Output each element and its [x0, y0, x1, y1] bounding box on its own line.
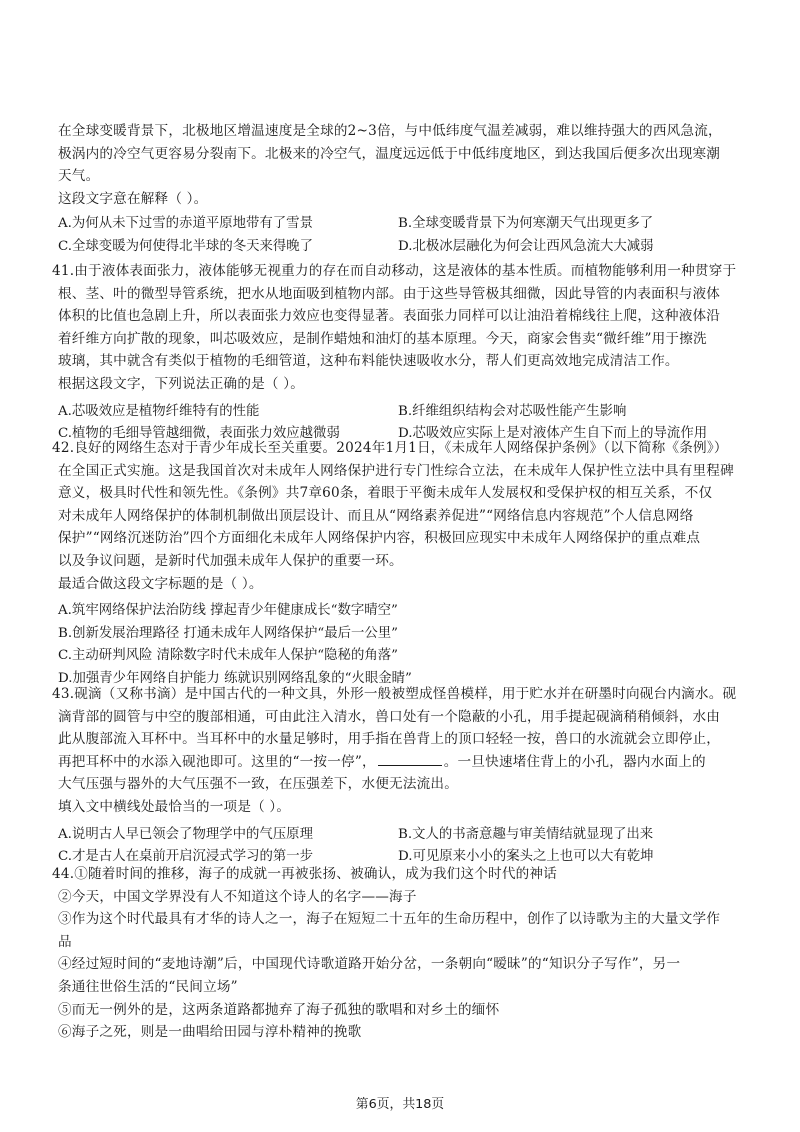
q43-question: 填入文中横线处最恰当的一项是（ ）。	[58, 798, 291, 815]
q41-option-b[interactable]: B.纤维组织结构会对芯吸性能产生影响	[398, 403, 627, 419]
q40-options	[58, 213, 748, 258]
question-41	[52, 260, 752, 446]
q40-question: 这段文字意在解释（ ）。	[58, 190, 208, 207]
page-footer: 第6页，共18页	[355, 1097, 445, 1112]
q42-option-c[interactable]: C.主动研判风险 清除数字时代未成年人保护“隐秘的角落”	[58, 648, 398, 664]
q43-line-4-after: 。一旦快速堵住背上的小孔，器内水面上的	[443, 753, 706, 770]
q42-question: 最适合做这段文字标题的是（ ）。	[58, 575, 263, 592]
q41-option-d[interactable]: D.芯吸效应实际上是对液体产生自下而上的导流作用	[398, 426, 708, 442]
q41-line-5: 玻璃，其中就含有类似于植物的毛细管道，这种布料能快速吸收水分，帮人们更高效地完成清洁工作。	[58, 353, 679, 370]
q43-option-a[interactable]: A.说明古人早已领会了物理学中的气压原理	[58, 826, 313, 842]
q42-option-b[interactable]: B.创新发展治理路径 打通未成年人网络保护“最后一公里”	[58, 625, 399, 641]
q44-line-4: 品	[58, 933, 72, 950]
q41-line-4: 着纤维方向扩散的现象，叫芯吸效应，是制作蜡烛和油灯的基本原理。今天，商家会售卖“微纤维”用于擦洗	[58, 330, 707, 347]
q41-option-c[interactable]: C.植物的毛细导管越细微，表面张力效应越微弱	[58, 426, 340, 442]
q40-option-a[interactable]: A.为何从未下过雪的赤道平原地带有了雪景	[58, 216, 313, 232]
q43-line-1: 43.砚滴（又称书滴）是中国古代的一种文具，外形一般被塑成怪兽模样，用于贮水并在研墨时向砚台内滴水。砚	[52, 686, 737, 702]
q42-line-1: 42.良好的网络生态对于青少年成长至关重要。2024年1月1日，《未成年人网络保护条例》（以下简称《条例》）	[52, 440, 728, 456]
fill-in-blank[interactable]	[378, 751, 442, 766]
q44-line-2: ②今天，中国文学界没有人不知道这个诗人的名字——海子	[58, 888, 417, 905]
q40-line-2: 极涡内的冷空气更容易分裂南下。北极来的冷空气，温度远远低于中低纬度地区，到达我国后便多次出现寒潮	[58, 145, 721, 162]
q41-option-a[interactable]: A.芯吸效应是植物纤维特有的性能	[58, 403, 260, 419]
q43-line-2: 滴背部的圆管与中空的腹部相通，可由此注入清水，兽口处有一个隐蔽的小孔，用手提起砚滴稍稍倾斜，水由	[58, 708, 721, 725]
q41-line-2: 根、茎、叶的微型导管系统，把水从地面吸到植物内部。由于这些导管极其细微，因此导管的内表面积与液体	[58, 285, 721, 302]
q43-options	[52, 824, 752, 869]
q42-line-2: 在全国正式实施。这是我国首次对未成年人网络保护进行专门性综合立法，在未成年人保护性立法中具有里程碑	[58, 462, 734, 479]
q42-options	[52, 600, 752, 690]
q43-line-4-before: 再把耳杯中的水添入砚池即可。这里的“一按一停”，	[58, 753, 376, 770]
q42-line-5: 保护”“网络沉迷防治”四个方面细化未成年人网络保护内容，积极回应现实中未成年人网络保护的重点难点	[58, 530, 701, 547]
q43-option-c[interactable]: C.才是古人在桌前开启沉浸式学习的第一步	[58, 849, 314, 865]
q44-line-7: ⑤而无一例外的是，这两条道路都抛弃了海子孤独的歌唱和对乡土的缅怀	[58, 1001, 500, 1018]
q43-line-4	[52, 751, 752, 774]
q44-line-6: 条通往世俗生活的“民间立场”	[58, 978, 238, 995]
question-44	[52, 863, 752, 1044]
q40-option-c[interactable]: C.全球变暖为何使得北半球的冬天来得晚了	[58, 238, 314, 254]
q44-line-8: ⑥海子之死，则是一曲唱给田园与淳朴精神的挽歌	[58, 1024, 362, 1041]
q44-line-3: ③作为这个时代最具有才华的诗人之一，海子在短短二十五年的生命历程中，创作了以诗歌为主的大量文学作	[58, 911, 721, 928]
q40-line-1: 在全球变暖背景下，北极地区增温速度是全球的2~3倍，与中低纬度气温差减弱，难以维持强大的西风急流，	[58, 123, 722, 139]
q43-line-5: 大气压强与器外的大气压强不一致，在压强差下，水便无法流出。	[58, 776, 459, 793]
q40-option-d[interactable]: D.北极冰层融化为何会让西风急流大大减弱	[398, 238, 654, 254]
q43-option-d[interactable]: D.可见原来小小的案头之上也可以大有乾坤	[398, 849, 654, 865]
q43-option-b[interactable]: B.文人的书斋意趣与审美情结就显现了出来	[398, 826, 654, 842]
q42-option-d[interactable]: D.加强青少年网络自护能力 练就识别网络乱象的“火眼金睛”	[58, 670, 412, 686]
q44-line-1: 44.①随着时间的推移，海子的成就一再被张扬、被确认，成为我们这个时代的神话	[52, 866, 557, 882]
q42-line-4: 对未成年人网络保护的体制机制做出顶层设计、而且从“网络素养促进”“网络信息内容规范”个人信息网络	[58, 507, 694, 524]
question-42	[52, 437, 752, 691]
q41-question: 根据这段文字，下列说法正确的是（ ）。	[58, 375, 305, 392]
question-43	[52, 683, 752, 869]
q42-line-6: 以及争议问题，是新时代加强未成年人保护的重要一环。	[58, 552, 403, 569]
q41-line-3: 体积的比值也急剧上升，所以表面张力效应也变得显著。表面张力同样可以让油沿着棉线往上爬，这种液体沿	[58, 308, 721, 325]
question-40	[58, 120, 748, 259]
q42-line-3: 意义，极具时代性和领先性。《条例》共7章60条，着眼于平衡未成年人发展权和受保护权的相互关系，不仅	[58, 485, 713, 502]
q43-line-3: 此从腹部流入耳杯中。当耳杯中的水量足够时，用手指在兽背上的顶口轻轻一按，兽口的水流就会立即停止，	[58, 731, 721, 748]
q40-option-b[interactable]: B.全球变暖背景下为何寒潮天气出现更多了	[398, 216, 654, 232]
q40-line-3: 天气。	[58, 168, 100, 185]
q42-option-a[interactable]: A.筑牢网络保护法治防线 撑起青少年健康成长“数字晴空”	[58, 603, 398, 619]
q41-line-1: 41.由于液体表面张力，液体能够无视重力的存在而自动移动，这是液体的基本性质。而植物能够利用一种贯穿于	[52, 263, 737, 279]
q44-line-5: ④经过短时间的“麦地诗潮”后，中国现代诗歌道路开始分岔，一条朝向“暧昧”的“知识分子写作”，另一	[58, 956, 681, 973]
